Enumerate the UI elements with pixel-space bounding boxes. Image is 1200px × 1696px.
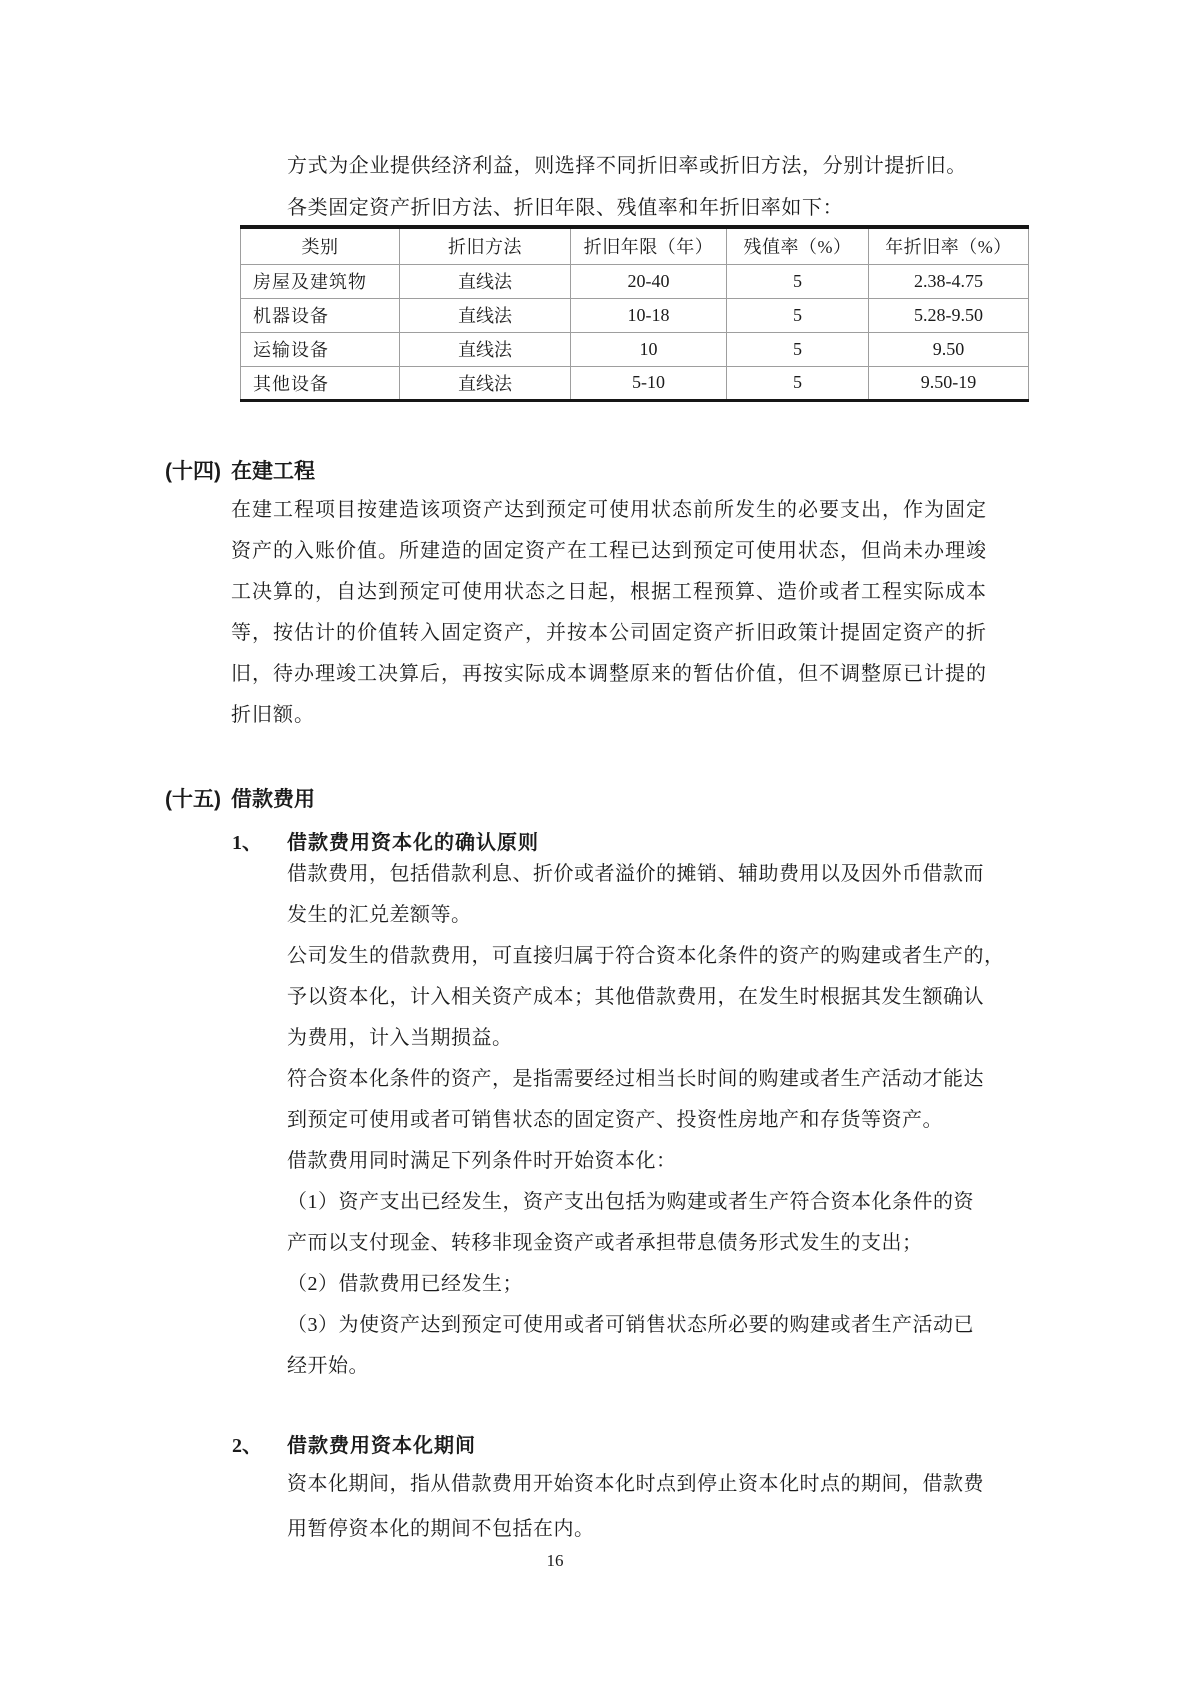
text-line: 各类固定资产折旧方法、折旧年限、残值率和年折旧率如下：: [287, 197, 844, 219]
cell-residual-rate: 5: [727, 332, 869, 366]
subsection-2-body: [287, 1462, 1002, 1552]
text-line: 资产的入账价值。所建造的固定资产在工程已达到预定可使用状态，但尚未办理竣: [231, 540, 987, 562]
section-15-title: 借款费用: [231, 788, 315, 811]
table-row: [241, 264, 1029, 298]
subsection-1-title: 借款费用资本化的确认原则: [287, 832, 539, 854]
text-line: 发生的汇兑差额等。: [287, 904, 472, 926]
cell-annual-rate: 5.28-9.50: [869, 298, 1029, 332]
cell-annual-rate: 2.38-4.75: [869, 264, 1029, 298]
cell-method: 直线法: [400, 298, 571, 332]
table-row: [241, 366, 1029, 400]
section-14-title: 在建工程: [231, 460, 315, 483]
text-line: 为费用，计入当期损益。: [287, 1027, 513, 1049]
col-header-residual-rate: 残值率（%）: [727, 227, 869, 264]
col-header-annual-rate: 年折旧率（%）: [869, 227, 1029, 264]
text-line: 经开始。: [287, 1355, 369, 1377]
table-row: [241, 332, 1029, 366]
cell-category: 运输设备: [241, 332, 400, 366]
text-line: 到预定可使用或者可销售状态的固定资产、投资性房地产和存货等资产。: [287, 1109, 943, 1131]
cell-residual-rate: 5: [727, 264, 869, 298]
cell-years: 10: [571, 332, 727, 366]
cell-method: 直线法: [400, 366, 571, 400]
cell-annual-rate: 9.50-19: [869, 366, 1029, 400]
subsection-1-body: [287, 854, 1005, 1387]
text-line: （2）借款费用已经发生；: [287, 1273, 523, 1295]
text-line: 公司发生的借款费用，可直接归属于符合资本化条件的资产的购建或者生产的，: [287, 945, 1005, 967]
text-line: 方式为企业提供经济利益，则选择不同折旧率或折旧方法，分别计提折旧。: [287, 155, 967, 177]
text-line: 符合资本化条件的资产，是指需要经过相当长时间的购建或者生产活动才能达: [287, 1068, 984, 1090]
section-15-heading: [165, 783, 315, 813]
text-line: 用暂停资本化的期间不包括在内。: [287, 1518, 595, 1540]
text-line: 借款费用，包括借款利息、折价或者溢价的摊销、辅助费用以及因外币借款而: [287, 863, 984, 885]
text-line: 予以资本化，计入相关资产成本；其他借款费用，在发生时根据其发生额确认: [287, 986, 984, 1008]
subsection-2-heading: [232, 1429, 476, 1458]
text-line: 产而以支付现金、转移非现金资产或者承担带息债务形式发生的支出；: [287, 1232, 923, 1254]
section-15-label: (十五): [165, 788, 221, 811]
text-line: 借款费用同时满足下列条件时开始资本化：: [287, 1150, 677, 1172]
table-header-row: [241, 227, 1029, 264]
text-line: 资本化期间，指从借款费用开始资本化时点到停止资本化时点的期间，借款费: [287, 1473, 984, 1495]
col-header-category: 类别: [241, 227, 400, 264]
text-line: 工决算的，自达到预定可使用状态之日起，根据工程预算、造价或者工程实际成本: [231, 581, 987, 603]
cell-residual-rate: 5: [727, 366, 869, 400]
cell-years: 5-10: [571, 366, 727, 400]
cell-method: 直线法: [400, 264, 571, 298]
subsection-2-title: 借款费用资本化期间: [287, 1435, 476, 1457]
text-line: （1）资产支出已经发生，资产支出包括为购建或者生产符合资本化条件的资: [287, 1191, 974, 1213]
section-14-heading: [165, 455, 315, 485]
cell-years: 10-18: [571, 298, 727, 332]
page-number: 16: [546, 1551, 564, 1570]
col-header-method: 折旧方法: [400, 227, 571, 264]
text-line: 折旧额。: [231, 704, 315, 726]
subsection-1-number: 1、: [232, 832, 262, 854]
section-14-body: [231, 490, 1001, 736]
section-14-label: (十四): [165, 460, 221, 483]
text-line: 等，按估计的价值转入固定资产，并按本公司固定资产折旧政策计提固定资产的折: [231, 622, 987, 644]
text-line: 旧，待办理竣工决算后，再按实际成本调整原来的暂估价值，但不调整原已计提的: [231, 663, 987, 685]
col-header-years: 折旧年限（年）: [571, 227, 727, 264]
depreciation-table: [240, 225, 1029, 402]
cell-years: 20-40: [571, 264, 727, 298]
subsection-1-heading: [232, 826, 539, 855]
text-line: 在建工程项目按建造该项资产达到预定可使用状态前所发生的必要支出，作为固定: [231, 499, 987, 521]
cell-annual-rate: 9.50: [869, 332, 1029, 366]
cell-residual-rate: 5: [727, 298, 869, 332]
table-row: [241, 298, 1029, 332]
cell-method: 直线法: [400, 332, 571, 366]
cell-category: 其他设备: [241, 366, 400, 400]
subsection-2-number: 2、: [232, 1435, 262, 1457]
intro-paragraph: [287, 145, 1007, 229]
cell-category: 机器设备: [241, 298, 400, 332]
cell-category: 房屋及建筑物: [241, 264, 400, 298]
text-line: （3）为使资产达到预定可使用或者可销售状态所必要的购建或者生产活动已: [287, 1314, 974, 1336]
